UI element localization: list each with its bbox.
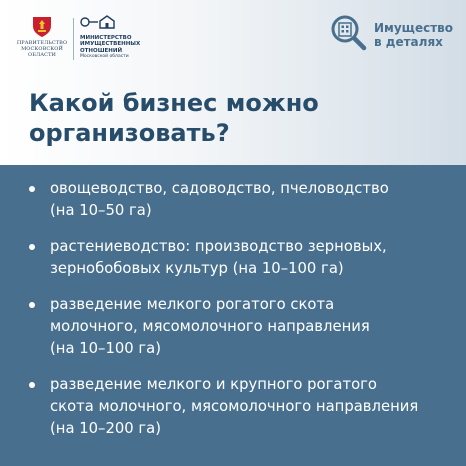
house-key-icon <box>80 15 120 29</box>
bullet-icon <box>29 244 35 250</box>
ministry-name: МИНИСТЕРСТВО ИМУЩЕСТВЕННЫХ ОТНОШЕНИЙ <box>80 35 141 54</box>
bullet-icon <box>29 382 35 388</box>
list-item <box>29 374 459 440</box>
government-logo <box>14 14 70 64</box>
business-list <box>29 178 459 454</box>
ministry-logo <box>80 14 190 64</box>
ministry-region: Московской области <box>80 53 129 59</box>
header-area <box>0 0 466 165</box>
list-item-text: разведение мелкого рогатого скота молочного, мясомолочного направления (на 10–100 га) <box>50 296 370 357</box>
bullet-icon <box>29 302 35 308</box>
list-item <box>29 178 459 222</box>
logo-divider <box>73 18 74 60</box>
crest-icon <box>30 14 54 38</box>
brand-name: Имущество в деталях <box>374 21 453 49</box>
page-title: Какой бизнес можно организовать? <box>29 89 319 147</box>
list-item-text: овощеводство, садоводство, пчеловодство (на 10–50 га) <box>50 180 389 219</box>
government-name: ПРАВИТЕЛЬСТВО МОСКОВСКОЙ ОБЛАСТИ <box>16 40 68 58</box>
brand-logo <box>330 14 456 58</box>
list-item-text: растениеводство: производство зерновых, зернобобовых культур (на 10–100 га) <box>50 238 387 277</box>
list-item-text: разведение мелкого и крупного рогатого скота молочного, мясомолочного направления (на 10–200 га) <box>50 376 419 437</box>
list-item <box>29 294 459 360</box>
magnifier-building-icon <box>330 14 368 52</box>
list-item <box>29 236 459 280</box>
bullet-icon <box>29 186 35 192</box>
